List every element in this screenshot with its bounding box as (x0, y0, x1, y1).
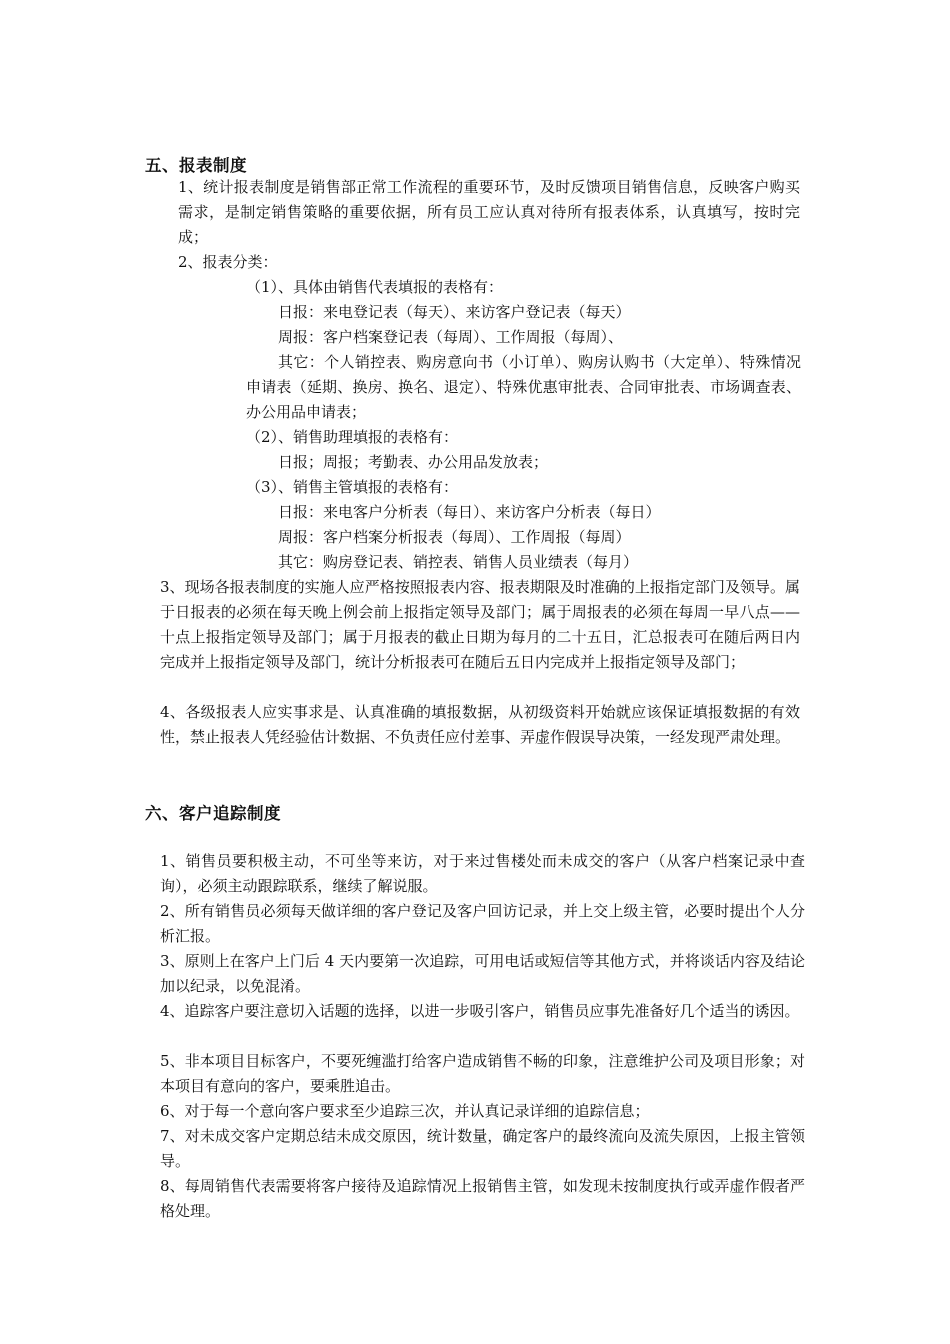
subsection-3-weekly: 周报：客户档案分析报表（每周）、工作周报（每周） (278, 528, 631, 546)
section-6-item-3: 3、原则上在客户上门后 4 天内要第一次追踪，可用电话或短信等其他方式，并将谈话内容及结论加以纪录，以免混淆。 (160, 952, 805, 995)
section-5-heading: 五、报表制度 (145, 156, 247, 175)
section-5-paragraph-3: 3、现场各报表制度的实施人应严格按照报表内容、报表期限及时准确的上报指定部门及领导。属于日报表的必须在每天晚上例会前上报指定领导及部门；属于周报表的必须在每周一早八点——十点上报指定领导及部门；属于月报表的截止日期为每月的二十五日，汇总报表可在随后两日内完成并上报指定领导及部门，统计分析报表可在随后五日内完成并上报指定领导及部门； (160, 578, 800, 671)
subsection-3-daily: 日报：来电客户分析表（每日）、来访客户分析表（每日） (278, 503, 661, 521)
section-5-paragraph-2: 2、报表分类： (178, 253, 278, 271)
section-6-item-6: 6、对于每一个意向客户要求至少追踪三次，并认真记录详细的追踪信息； (160, 1102, 650, 1120)
section-6-item-8: 8、每周销售代表需要将客户接待及追踪情况上报销售主管，如发现未按制度执行或弄虚作假者严格处理。 (160, 1177, 805, 1220)
section-6-item-4: 4、追踪客户要注意切入话题的选择，以进一步吸引客户，销售员应事先准备好几个适当的诱因。 (160, 1002, 800, 1020)
section-5-paragraph-1: 1、统计报表制度是销售部正常工作流程的重要环节，及时反馈项目销售信息，反映客户购买需求，是制定销售策略的重要依据，所有员工应认真对待所有报表体系，认真填写，按时完成； (178, 178, 800, 246)
subsection-3-other: 其它：购房登记表、销控表、销售人员业绩表（每月） (278, 553, 639, 571)
section-6-item-5: 5、非本项目目标客户，不要死缠滥打给客户造成销售不畅的印象，注意维护公司及项目形象；对本项目有意向的客户，要乘胜追击。 (160, 1052, 805, 1095)
subsection-2-daily: 日报；周报；考勤表、办公用品发放表； (278, 453, 549, 471)
section-6-item-1: 1、销售员要积极主动，不可坐等来访，对于来过售楼处而未成交的客户（从客户档案记录中查询），必须主动跟踪联系，继续了解说服。 (160, 852, 805, 895)
section-6-item-2: 2、所有销售员必须每天做详细的客户登记及客户回访记录，并上交上级主管，必要时提出个人分析汇报。 (160, 902, 805, 945)
section-5-paragraph-4: 4、各级报表人应实事求是、认真准确的填报数据，从初级资料开始就应该保证填报数据的有效性，禁止报表人凭经验估计数据、不负责任应付差事、弄虚作假误导决策，一经发现严肃处理。 (160, 703, 800, 746)
section-6-item-7: 7、对未成交客户定期总结未成交原因，统计数量，确定客户的最终流向及流失原因，上报主管领导。 (160, 1127, 805, 1170)
subsection-1-other: 其它：个人销控表、购房意向书（小订单）、购房认购书（大定单）、特殊情况申请表（延期、换房、换名、退定）、特殊优惠审批表、合同审批表、市场调查表、办公用品申请表； (246, 353, 801, 421)
subsection-1-weekly: 周报：客户档案登记表（每周）、工作周报（每周）、 (278, 328, 624, 346)
subsection-1-title: （1）、具体由销售代表填报的表格有： (246, 278, 504, 296)
subsection-1-daily: 日报：来电登记表（每天）、来访客户登记表（每天） (278, 303, 631, 321)
subsection-3-title: （3）、销售主管填报的表格有： (246, 478, 459, 496)
section-6-heading: 六、客户追踪制度 (145, 804, 281, 823)
subsection-2-title: （2）、销售助理填报的表格有： (246, 428, 459, 446)
